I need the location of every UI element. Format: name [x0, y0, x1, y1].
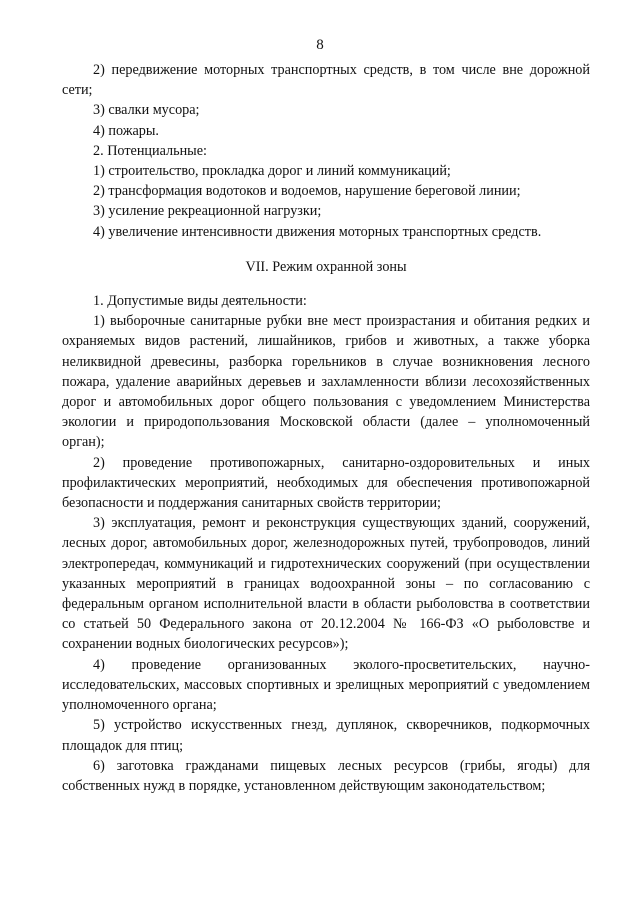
list-item-water-transformation: 2) трансформация водотоков и водоемов, нарушение береговой линии; [93, 183, 521, 200]
list-item-traffic-intensity: 4) увеличение интенсивности движения моторных транспортных средств. [93, 223, 542, 240]
paragraph-sanitary-felling: 1) выборочные санитарные рубки вне мест произрастания и обитания редких и охраняемых видов растений, лишайников, грибов и животных, а также уборка неликвидной древесины, разборка горельников в случае возникновения лесного пожара, удаление аварийных деревьев и захламленности вблизи лесохозяйственных дорог и автомобильных дорог общего пользования с уведомлением Министерства экологии и природопользования Московской области (далее – уполномоченный орган); [62, 313, 590, 451]
section-heading: VII. Режим охранной зоны [245, 258, 407, 275]
list-item-recreation-load: 3) усиление рекреационной нагрузки; [93, 203, 322, 220]
list-item-construction: 1) строительство, прокладка дорог и линий коммуникаций; [93, 163, 451, 180]
paragraph-birdhouses: 5) устройство искусственных гнезд, дуплянок, скворечников, подкормочных площадок для птиц; [62, 717, 590, 754]
paragraph-fire-prevention: 2) проведение противопожарных, санитарно-оздоровительных и иных профилактических мероприятий, необходимых для обеспечения противопожарной безопасности и поддержания санитарных свойств территории; [62, 454, 590, 512]
page-number: 8 [316, 37, 324, 53]
subsection-potential: 2. Потенциальные: [93, 142, 207, 159]
paragraph-food-resources: 6) заготовка гражданами пищевых лесных ресурсов (грибы, ягоды) для собственных нужд в порядке, установленном действующим законодательством; [62, 757, 590, 794]
paragraph-events: 4) проведение организованных эколого-просветительских, научно-исследовательских, массовых спортивных и зрелищных мероприятий с уведомлением уполномоченного органа; [62, 656, 590, 714]
list-item-movement: 2) передвижение моторных транспортных средств, в том числе вне дорожной сети; [62, 62, 590, 99]
list-item-fires: 4) пожары. [93, 122, 159, 139]
paragraph-maintenance: 3) эксплуатация, ремонт и реконструкция существующих зданий, сооружений, лесных дорог, автомобильных дорог, железнодорожных путей, трубопроводов, линий электропередач, коммуникаций и гидротехнических сооружений (при осуществлении указанных мероприятий в границах водоохранной зоны – по согласованию с федеральным органом исполнительной власти в области рыболовства в соответствии со статьей 50 Федерального закона от 20.12.2004 № 166-ФЗ «О рыболовстве и сохранении водных биологических ресурсов»); [62, 515, 590, 653]
document-body [62, 60, 590, 796]
list-item-garbage: 3) свалки мусора; [93, 102, 200, 119]
paragraph-allowed-activities: 1. Допустимые виды деятельности: [93, 293, 307, 310]
